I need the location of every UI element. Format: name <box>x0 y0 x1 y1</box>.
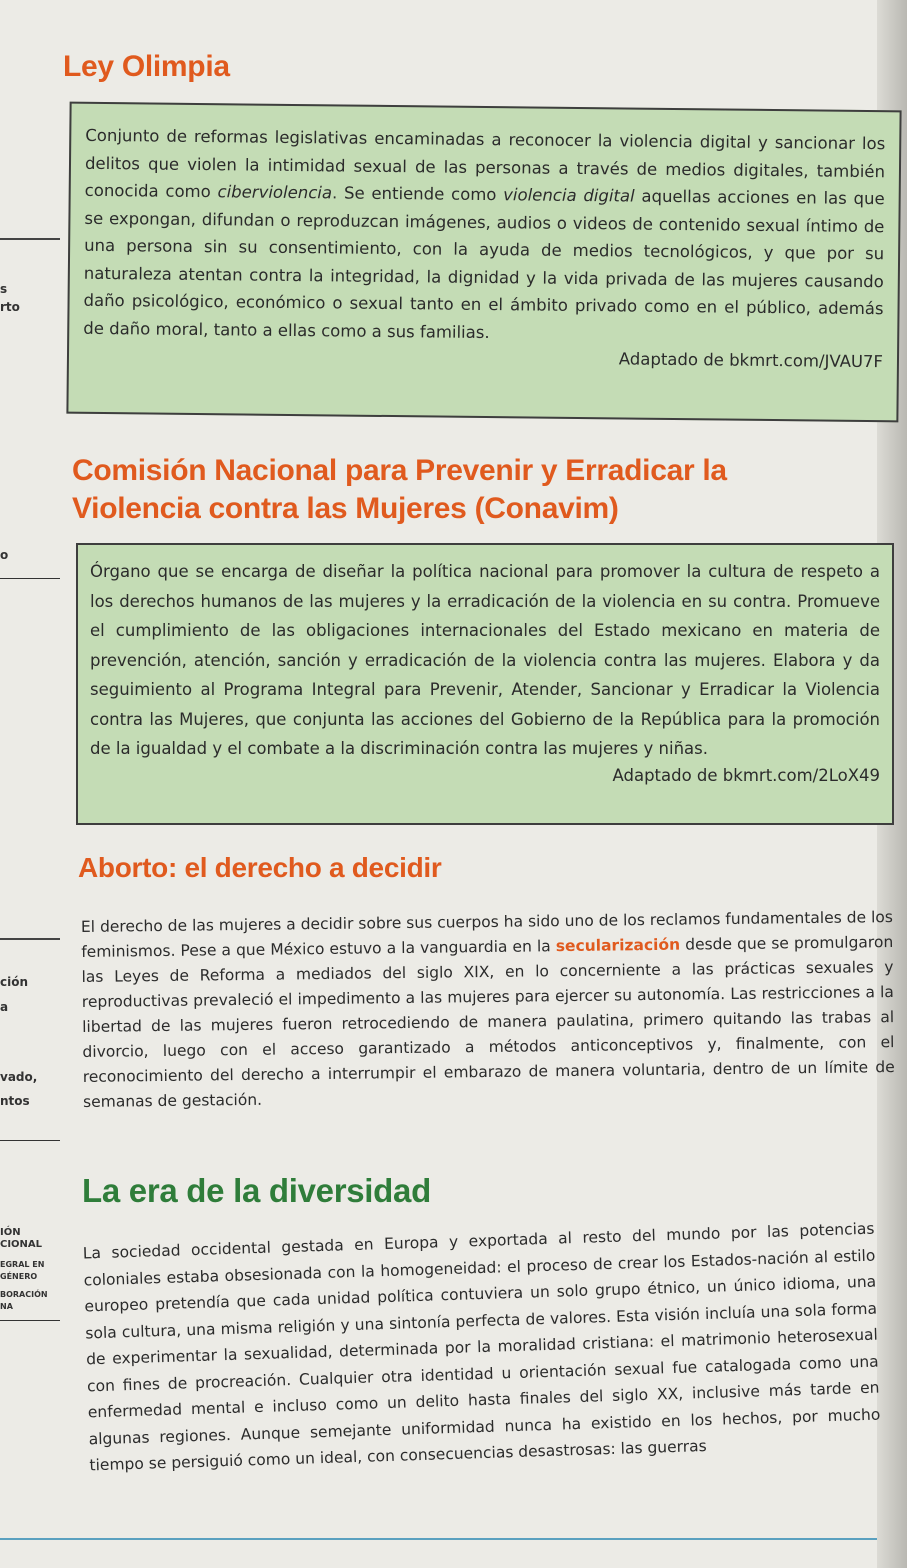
margin-rule <box>0 938 60 940</box>
section-title-diversidad: La era de la diversidad <box>82 1172 431 1209</box>
margin-fragment: CIONAL <box>0 1239 43 1250</box>
margin-rule <box>0 1320 60 1321</box>
margin-rule <box>0 238 60 240</box>
section-title-conavim: Comisión Nacional para Prevenir y Erradicar la Violencia contra las Mujeres (Conavim) <box>72 454 727 525</box>
aborto-paragraph: El derecho de las mujeres a decidir sobre sus cuerpos ha sido uno de los reclamos fundamentales de los feminismos. Pese a que México estuvo a la vanguardia en la secularización desde que se promulgaron las Leyes de Reforma a mediados del siglo XIX, en lo concerniente a las prácticas sexuales y reproductivas prevaleció el impedimento a las mujeres para ejercer su autonomía. Las restricciones a la libertad de las mujeres fueron retrocediendo de manera paulatina, primero quitando las trabas al divorcio, luego con el acceso garantizado a métodos anticonceptivos y, finalmente, con el reconocimiento del derecho a interrumpir el embarazo de manera voluntaria, dentro de un límite de semanas de gestación. <box>80 908 895 1111</box>
conavim-text: Órgano que se encarga de diseñar la política nacional para promover la cultura de respeto a los derechos humanos de las mujeres y la erradicación de la violencia en su contra. Promueve el cumplimiento de las obligaciones internacionales del Estado mexicano en materia de prevención, atención, sanción y erradicación de la violencia contra las mujeres. Elabora y da seguimiento al Programa Integral para Prevenir, Atender, Sancionar y Erradicar la Violencia contra las Mujeres, que conjunta las acciones del Gobierno de la República para la promoción de la igualdad y el combate a la discriminación contra las mujeres y niñas. <box>90 562 880 758</box>
margin-fragment: BORACIÓN <box>0 1290 48 1299</box>
conavim-source: Adaptado de bkmrt.com/2LoX49 <box>612 765 880 785</box>
margin-fragment: NA <box>0 1302 13 1311</box>
margin-fragment: s <box>0 282 8 296</box>
definition-box-ley-olimpia <box>66 102 901 423</box>
margin-fragment: vado, <box>0 1070 38 1084</box>
margin-fragment: EGRAL EN <box>0 1260 45 1269</box>
keyword-secularizacion: secularización <box>555 935 681 956</box>
ley-olimpia-text: Conjunto de reformas legislativas encaminadas a reconocer la violencia digital y sancionar los delitos que violen la intimidad sexual de las personas a través de medios digitales, también conocida como ciberviolencia. Se entiende como violencia digital aquellas acciones en las que se expongan, difundan o reproduzcan imágenes, audios o videos de contenido sexual íntimo de una persona sin su consentimiento, con la ayuda de medios tecnológicos, y que por su naturaleza atentan contra la integridad, la dignidad y la vida privada de las mujeres causando daño psicológico, económico o sexual tanto en el ámbito privado como en el público, además de daño moral, tanto a ellas como a sus familias. <box>83 125 886 342</box>
margin-fragment: a <box>0 1000 9 1014</box>
section-title-aborto: Aborto: el derecho a decidir <box>78 852 442 883</box>
margin-rule <box>0 1140 60 1141</box>
margin-rule <box>0 578 60 579</box>
bottom-rule <box>0 1538 877 1540</box>
margin-fragment: IÓN <box>0 1227 21 1238</box>
margin-fragment: ntos <box>0 1094 30 1108</box>
definition-box-conavim <box>76 543 894 825</box>
margin-fragment: rto <box>0 300 20 314</box>
section-title-ley-olimpia: Ley Olimpia <box>63 50 230 83</box>
margin-fragment: o <box>0 548 9 562</box>
margin-fragment: GÉNERO <box>0 1272 38 1281</box>
margin-fragment: ción <box>0 975 29 989</box>
diversidad-paragraph: La sociedad occidental gestada en Europa y exportada al resto del mundo por las potencias coloniales estaba obsesionada con la homogeneidad: el proceso de crear los Estados-nación al estilo europeo pretendía que cada unidad política contuviera un solo grupo étnico, un único idioma, una sola cultura, una misma religión y una sintonía perfecta de valores. Esta visión incluía una sola forma de experimentar la sexualidad, determinada por la moralidad cristiana: el matrimonio heterosexual con fines de procreación. Cualquier otra identidad u orientación sexual fue catalogada como una enfermedad mental e incluso como un delito hasta finales del siglo XX, inclusive más tarde en algunas regiones. Aunque semejante uniformidad nunca ha existido en los hechos, por mucho tiempo se persiguió como un ideal, con consecuencias desastrosas: las guerras <box>82 1219 881 1475</box>
ley-olimpia-source: Adaptado de bkmrt.com/JVAU7F <box>618 349 884 372</box>
